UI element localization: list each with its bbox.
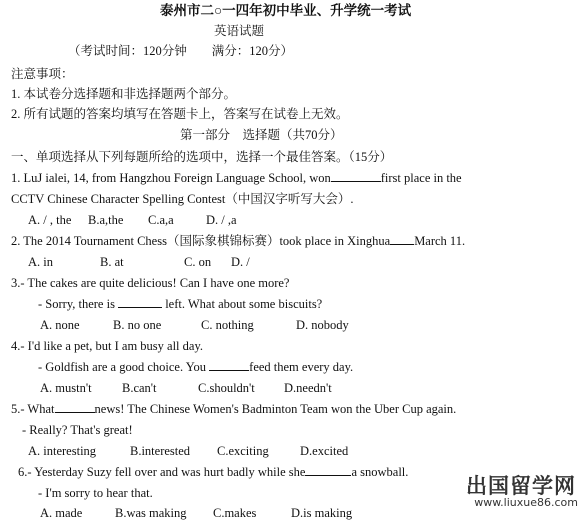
option-d: D.is making: [291, 506, 353, 520]
answer-blank: [390, 233, 414, 245]
question-6-text-end: a snowball.: [351, 465, 409, 479]
question-3-options: [40, 317, 349, 333]
question-5-line-1: [11, 401, 456, 417]
option-c: C.a,a: [148, 213, 174, 227]
option-d: D.needn't: [284, 381, 332, 395]
question-3-text-end: left. What about some biscuits?: [165, 297, 323, 311]
option-b: B.interested: [130, 444, 191, 458]
question-5-options: [28, 443, 348, 459]
question-4-text: - Goldfish are a good choice. You: [38, 360, 207, 374]
question-1-line-1: [11, 170, 462, 186]
notice-item-1: 1. 本试卷分选择题和非选择题两个部分。: [11, 87, 237, 101]
option-a: A. interesting: [28, 444, 97, 458]
exam-subtitle: 英语试题: [214, 24, 265, 38]
question-3-text: - Sorry, there is: [38, 297, 115, 311]
question-1-text-end: first place in the: [380, 171, 462, 185]
answer-blank: [118, 296, 162, 308]
option-c: C.exciting: [217, 444, 269, 458]
question-5-text: 5.- What: [11, 402, 55, 416]
question-6-line-1: [18, 464, 408, 480]
option-a: A. mustn't: [40, 381, 92, 395]
watermark-brand: 出国留学网: [466, 474, 576, 498]
question-5-line-2: - Really? That's great!: [22, 423, 133, 437]
option-c: C. nothing: [201, 318, 254, 332]
option-a: A. made: [40, 506, 83, 520]
option-a: A. none: [40, 318, 80, 332]
option-b: B.can't: [122, 381, 157, 395]
option-c: C. on: [184, 255, 212, 269]
question-6-line-2: - I'm sorry to hear that.: [38, 486, 153, 500]
answer-blank: [55, 401, 95, 413]
option-b: B. no one: [113, 318, 162, 332]
option-d: D. / ,a: [206, 213, 237, 227]
answer-blank: [209, 359, 249, 371]
question-2-line-1: [11, 233, 465, 249]
option-d: D. /: [231, 255, 250, 269]
answer-blank: [331, 170, 381, 182]
watermark-url: www.liuxue86.com: [474, 496, 578, 509]
question-1-line-2: CCTV Chinese Character Spelling Contest（中国汉字听写大会）.: [11, 192, 354, 206]
notice-heading: 注意事项：: [11, 67, 74, 81]
exam-title: 泰州市二○一四年初中毕业、升学统一考试: [160, 3, 412, 18]
question-1-options: [28, 212, 237, 228]
question-3-line-2: [38, 296, 322, 312]
question-6-text: 6.- Yesterday Suzy fell over and was hurt badly while she: [18, 465, 306, 479]
question-2-text: 2. The 2014 Tournament Chess（国际象棋锦标赛）took place in Xinghua: [11, 234, 391, 248]
option-a: A. in: [28, 255, 53, 269]
question-2-options: [28, 254, 250, 270]
question-4-text-end: feed them every day.: [249, 360, 354, 374]
question-4-line-1: 4.- I'd like a pet, but I am busy all day.: [11, 339, 204, 353]
option-d: D. nobody: [296, 318, 349, 332]
notice-item-2: 2. 所有试题的答案均填写在答题卡上，答案写在试卷上无效。: [11, 107, 349, 121]
option-c: C.shouldn't: [198, 381, 255, 395]
option-a: A. / , the: [28, 213, 72, 227]
option-d: D.excited: [300, 444, 349, 458]
option-b: B.a,the: [88, 213, 124, 227]
part1-heading: 第一部分 选择题（共70分）: [180, 128, 343, 142]
question-4-options: [40, 380, 332, 396]
watermark: [456, 468, 586, 514]
option-c: C.makes: [213, 506, 257, 520]
question-6-options: [40, 505, 352, 521]
option-b: B. at: [100, 255, 124, 269]
question-1-text: 1. LuJ ialei, 14, from Hangzhou Foreign Language School, won: [11, 171, 331, 185]
exam-time-info: （考试时间：120分钟 满分：120分）: [68, 44, 294, 58]
question-5-text-end: news! The Chinese Women's Badminton Team won the Uber Cup again.: [94, 402, 457, 416]
answer-blank: [305, 464, 351, 476]
question-3-line-1: 3.- The cakes are quite delicious! Can I have one more?: [11, 276, 290, 290]
question-4-line-2: [38, 359, 353, 375]
section-heading: 一、单项选择从下列每题所给的选项中，选择一个最佳答案。（15分）: [11, 150, 393, 164]
option-b: B.was making: [115, 506, 187, 520]
question-2-text-end: March 11.: [414, 234, 466, 248]
